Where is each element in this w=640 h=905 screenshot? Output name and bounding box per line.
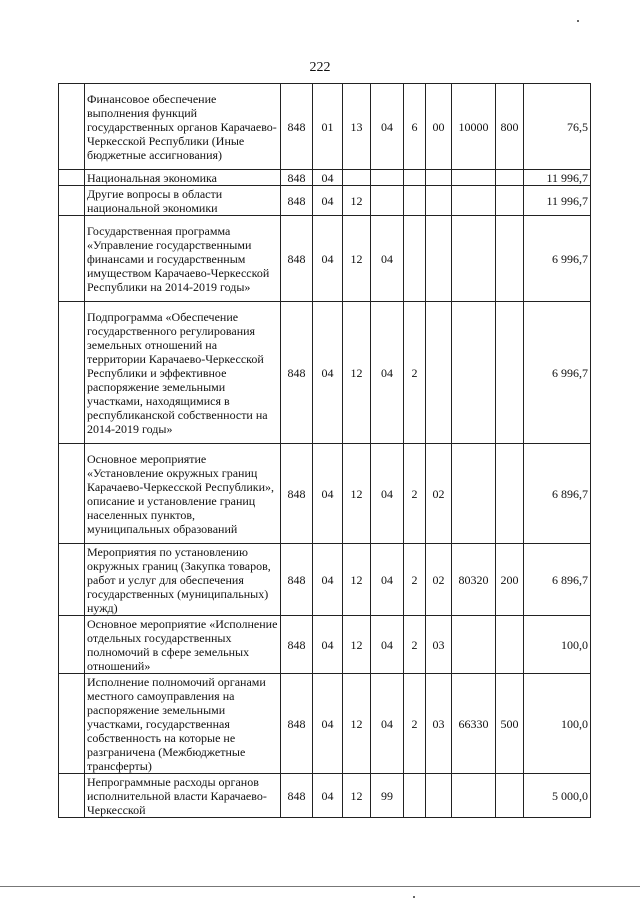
program-code-cell: 04: [371, 84, 404, 170]
ministry-code-cell: 848: [281, 302, 313, 444]
row-name-cell: Другие вопросы в области национальной экономики: [85, 186, 281, 216]
amount-cell: 11 996,7: [524, 170, 591, 186]
event-code-cell: [426, 216, 452, 302]
subprogram-code-cell: 2: [404, 544, 426, 616]
direction-code-cell: [452, 302, 496, 444]
row-blank-cell: [59, 186, 85, 216]
event-code-cell: 03: [426, 674, 452, 774]
direction-code-cell: [452, 774, 496, 818]
subprogram-code-cell: [404, 216, 426, 302]
row-blank-cell: [59, 544, 85, 616]
amount-cell: 6 996,7: [524, 216, 591, 302]
row-name-cell: Непрограммные расходы органов исполнительной власти Карачаево-Черкесской: [85, 774, 281, 818]
section-code-cell: 04: [313, 186, 343, 216]
subsection-code-cell: 12: [343, 216, 371, 302]
row-blank-cell: [59, 674, 85, 774]
section-code-cell: 04: [313, 616, 343, 674]
scan-speck: [577, 20, 579, 22]
direction-code-cell: 10000: [452, 84, 496, 170]
section-code-cell: 01: [313, 84, 343, 170]
program-code-cell: 04: [371, 674, 404, 774]
expense-type-code-cell: [496, 170, 524, 186]
subsection-code-cell: 12: [343, 186, 371, 216]
section-code-cell: 04: [313, 774, 343, 818]
table-row: [59, 170, 591, 186]
table-row: [59, 216, 591, 302]
amount-cell: 5 000,0: [524, 774, 591, 818]
event-code-cell: 00: [426, 84, 452, 170]
event-code-cell: 02: [426, 444, 452, 544]
subsection-code-cell: 12: [343, 544, 371, 616]
expense-type-code-cell: [496, 186, 524, 216]
section-code-cell: 04: [313, 444, 343, 544]
program-code-cell: [371, 186, 404, 216]
budget-table-body: [59, 84, 591, 818]
subprogram-code-cell: 2: [404, 444, 426, 544]
program-code-cell: 04: [371, 444, 404, 544]
direction-code-cell: [452, 616, 496, 674]
amount-cell: 11 996,7: [524, 186, 591, 216]
row-name-cell: Основное мероприятие «Установление окружных границ Карачаево-Черкесской Республики», описание и установление границ населенных пунктов, муниципальных образований: [85, 444, 281, 544]
expense-type-code-cell: [496, 216, 524, 302]
row-name-cell: Финансовое обеспечение выполнения функций государственных органов Карачаево-Черкесской Республики (Иные бюджетные ассигнования): [85, 84, 281, 170]
direction-code-cell: [452, 444, 496, 544]
event-code-cell: 03: [426, 616, 452, 674]
direction-code-cell: [452, 216, 496, 302]
amount-cell: 6 996,7: [524, 302, 591, 444]
expense-type-code-cell: 800: [496, 84, 524, 170]
table-row: [59, 674, 591, 774]
row-blank-cell: [59, 84, 85, 170]
table-row: [59, 544, 591, 616]
ministry-code-cell: 848: [281, 544, 313, 616]
expense-type-code-cell: [496, 774, 524, 818]
event-code-cell: [426, 186, 452, 216]
program-code-cell: 04: [371, 616, 404, 674]
subprogram-code-cell: 2: [404, 616, 426, 674]
scan-speck: [413, 896, 415, 898]
subsection-code-cell: 12: [343, 616, 371, 674]
section-code-cell: 04: [313, 674, 343, 774]
expense-type-code-cell: [496, 444, 524, 544]
expense-type-code-cell: 200: [496, 544, 524, 616]
table-row: [59, 774, 591, 818]
event-code-cell: [426, 774, 452, 818]
direction-code-cell: 80320: [452, 544, 496, 616]
direction-code-cell: [452, 186, 496, 216]
subprogram-code-cell: [404, 186, 426, 216]
row-blank-cell: [59, 302, 85, 444]
subprogram-code-cell: 2: [404, 674, 426, 774]
ministry-code-cell: 848: [281, 170, 313, 186]
program-code-cell: 04: [371, 544, 404, 616]
row-blank-cell: [59, 774, 85, 818]
table-row: [59, 302, 591, 444]
budget-table: [58, 83, 591, 818]
row-blank-cell: [59, 216, 85, 302]
ministry-code-cell: 848: [281, 774, 313, 818]
ministry-code-cell: 848: [281, 186, 313, 216]
subsection-code-cell: 12: [343, 774, 371, 818]
row-name-cell: Мероприятия по установлению окружных границ (Закупка товаров, работ и услуг для обеспечения государственных (муниципальных) нужд): [85, 544, 281, 616]
subsection-code-cell: [343, 170, 371, 186]
row-name-cell: Исполнение полномочий органами местного самоуправления на распоряжение земельными участками, государственная собственность на которые не разграничена (Межбюджетные трансферты): [85, 674, 281, 774]
table-row: [59, 616, 591, 674]
section-code-cell: 04: [313, 302, 343, 444]
table-row: [59, 186, 591, 216]
amount-cell: 100,0: [524, 616, 591, 674]
section-code-cell: 04: [313, 216, 343, 302]
page-number: 222: [309, 60, 331, 75]
program-code-cell: [371, 170, 404, 186]
amount-cell: 6 896,7: [524, 544, 591, 616]
amount-cell: 6 896,7: [524, 444, 591, 544]
direction-code-cell: [452, 170, 496, 186]
bottom-scan-line: [0, 886, 640, 887]
ministry-code-cell: 848: [281, 616, 313, 674]
row-name-cell: Подпрограмма «Обеспечение государственного регулирования земельных отношений на территории Карачаево-Черкесской Республики и эффективное распоряжение земельными участками, находящимися в республиканской собственности на 2014-2019 годы»: [85, 302, 281, 444]
expense-type-code-cell: [496, 616, 524, 674]
amount-cell: 100,0: [524, 674, 591, 774]
subsection-code-cell: 12: [343, 444, 371, 544]
section-code-cell: 04: [313, 170, 343, 186]
row-name-cell: Национальная экономика: [85, 170, 281, 186]
expense-type-code-cell: 500: [496, 674, 524, 774]
section-code-cell: 04: [313, 544, 343, 616]
row-blank-cell: [59, 444, 85, 544]
ministry-code-cell: 848: [281, 444, 313, 544]
event-code-cell: [426, 170, 452, 186]
row-blank-cell: [59, 170, 85, 186]
subprogram-code-cell: [404, 774, 426, 818]
row-name-cell: Государственная программа «Управление государственными финансами и государственным имуществом Карачаево-Черкесской Республики на 2014-2019 годы»: [85, 216, 281, 302]
ministry-code-cell: 848: [281, 84, 313, 170]
program-code-cell: 04: [371, 216, 404, 302]
row-blank-cell: [59, 616, 85, 674]
subprogram-code-cell: [404, 170, 426, 186]
table-row: [59, 444, 591, 544]
subsection-code-cell: 12: [343, 302, 371, 444]
event-code-cell: 02: [426, 544, 452, 616]
subprogram-code-cell: 2: [404, 302, 426, 444]
program-code-cell: 99: [371, 774, 404, 818]
subsection-code-cell: 13: [343, 84, 371, 170]
expense-type-code-cell: [496, 302, 524, 444]
program-code-cell: 04: [371, 302, 404, 444]
amount-cell: 76,5: [524, 84, 591, 170]
direction-code-cell: 66330: [452, 674, 496, 774]
row-name-cell: Основное мероприятие «Исполнение отдельных государственных полномочий в сфере земельных отношений»: [85, 616, 281, 674]
subprogram-code-cell: 6: [404, 84, 426, 170]
subsection-code-cell: 12: [343, 674, 371, 774]
event-code-cell: [426, 302, 452, 444]
ministry-code-cell: 848: [281, 674, 313, 774]
table-row: [59, 84, 591, 170]
ministry-code-cell: 848: [281, 216, 313, 302]
